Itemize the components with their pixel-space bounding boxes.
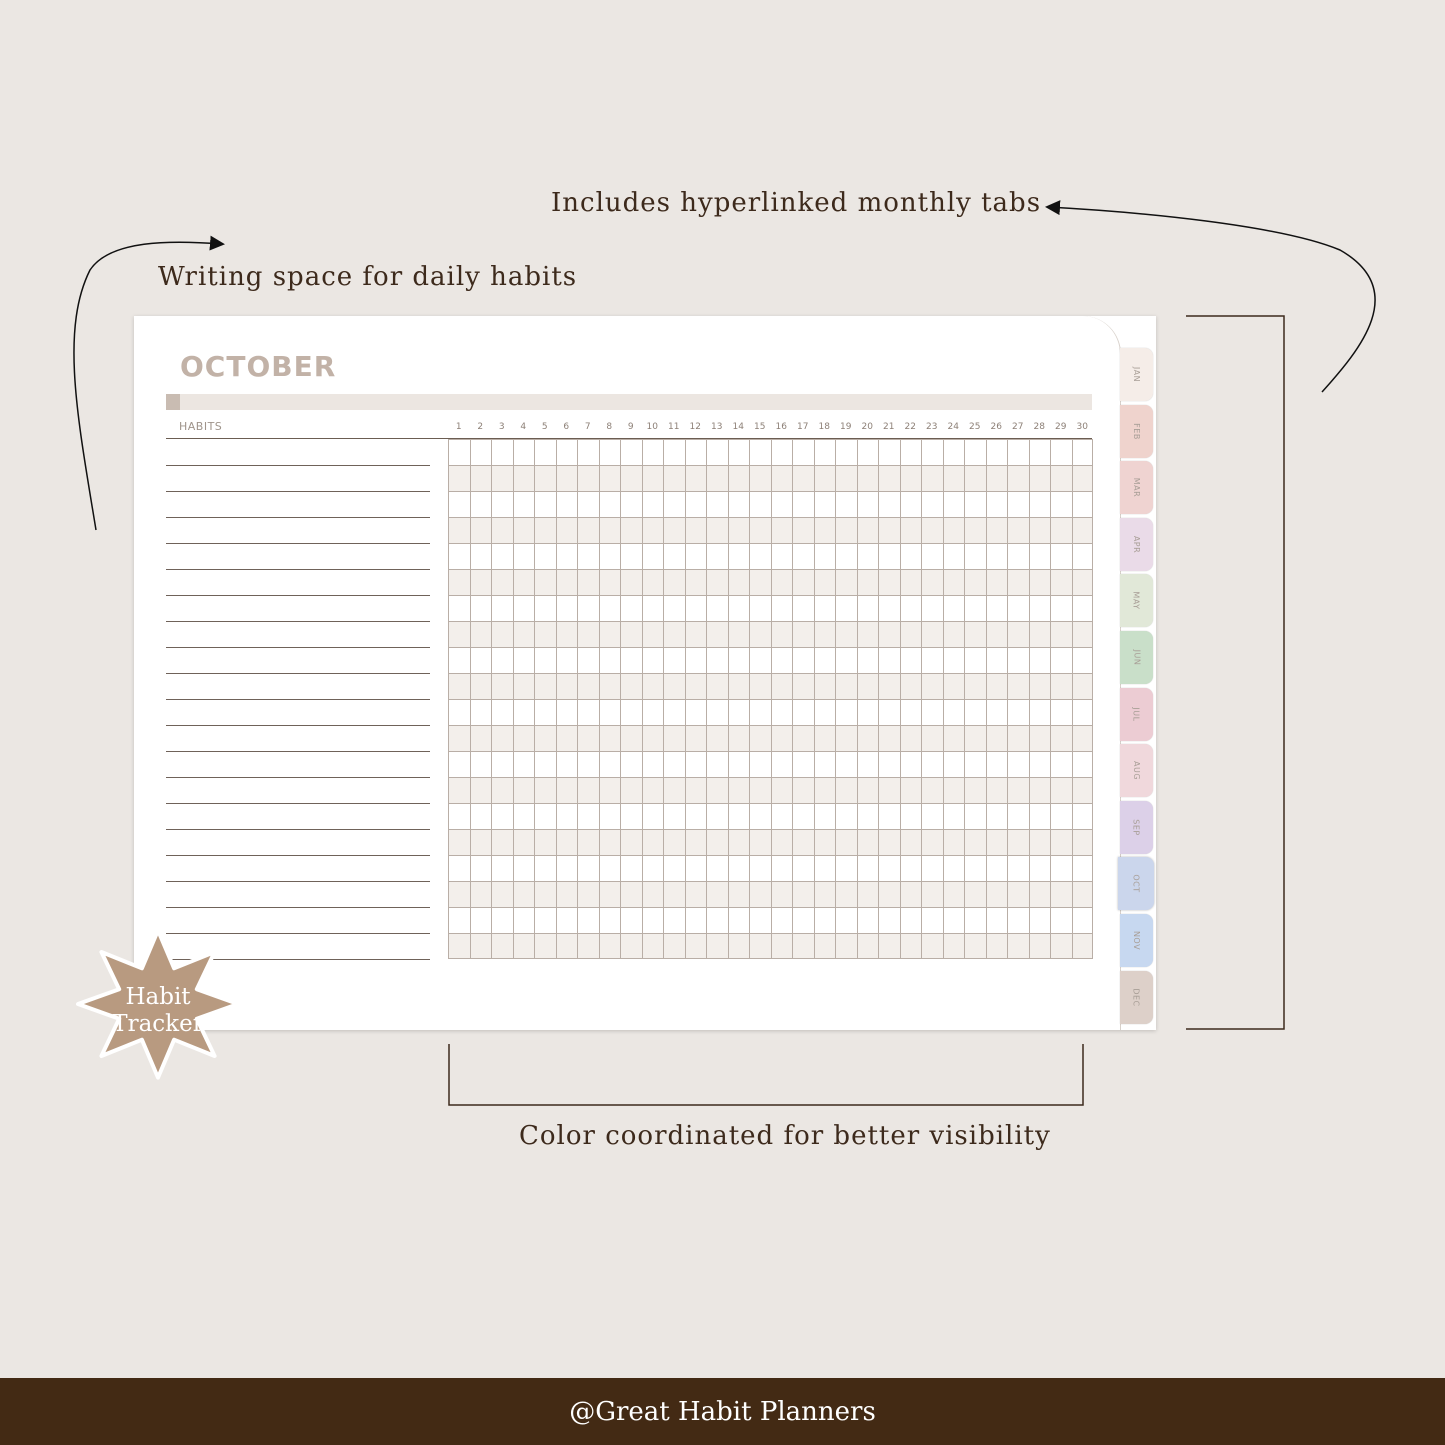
tab-label: APR — [1131, 535, 1141, 553]
tab-label: JUL — [1131, 707, 1141, 722]
tab-label: NOV — [1132, 930, 1141, 951]
day-label: 30 — [1076, 422, 1088, 432]
callout-daily-habits: Writing space for daily habits — [158, 262, 578, 292]
day-label: 6 — [563, 422, 570, 432]
arrow-to-tabs-callout — [1048, 207, 1375, 392]
day-label: 28 — [1033, 422, 1045, 432]
tab-label: FEB — [1132, 422, 1141, 440]
callout-monthly-tabs: Includes hyperlinked monthly tabs — [551, 188, 1042, 218]
day-label: 8 — [606, 422, 613, 432]
day-label: 23 — [926, 422, 938, 432]
day-label: 22 — [904, 422, 916, 432]
day-label: 4 — [520, 422, 527, 432]
day-label: 16 — [775, 422, 787, 432]
day-label: 2 — [477, 422, 484, 432]
day-label: 12 — [689, 422, 701, 432]
tabs-bracket — [1186, 316, 1284, 1029]
day-label: 25 — [969, 422, 981, 432]
badge-line-1: Habit — [125, 984, 191, 1010]
footer-bar — [0, 1378, 1445, 1445]
day-label: 11 — [668, 422, 680, 432]
day-label: 5 — [541, 422, 548, 432]
month-title: OCTOBER — [180, 350, 337, 383]
callout-color-coordinated: Color coordinated for better visibility — [519, 1121, 1051, 1151]
day-label: 21 — [883, 422, 895, 432]
habits-column-header: HABITS — [179, 420, 223, 433]
arrow-to-habits-callout — [74, 242, 222, 530]
tab-label: SEP — [1132, 819, 1141, 836]
tab-label: AUG — [1132, 761, 1141, 781]
day-label: 26 — [990, 422, 1002, 432]
day-label: 9 — [627, 422, 634, 432]
tab-label: DEC — [1132, 987, 1141, 1007]
day-label: 24 — [947, 422, 959, 432]
day-label: 19 — [840, 422, 852, 432]
day-label: 18 — [818, 422, 830, 432]
day-label: 10 — [646, 422, 658, 432]
day-label: 17 — [797, 422, 809, 432]
tab-label: MAR — [1132, 477, 1141, 498]
tab-label: JUN — [1131, 649, 1141, 666]
day-label: 29 — [1055, 422, 1067, 432]
tab-label: JAN — [1132, 366, 1141, 383]
tab-label: OCT — [1131, 874, 1141, 894]
day-label: 14 — [732, 422, 744, 432]
habit-tracker-badge — [62, 920, 254, 1088]
day-label: 27 — [1012, 422, 1024, 432]
badge-line-2: Tracker — [112, 1011, 204, 1037]
day-label: 1 — [455, 422, 462, 432]
grid-bracket — [449, 1044, 1083, 1105]
day-label: 13 — [711, 422, 723, 432]
footer-brand: @Great Habit Planners — [569, 1396, 876, 1427]
day-label: 15 — [754, 422, 766, 432]
tab-label: MAY — [1131, 591, 1141, 610]
day-label: 7 — [584, 422, 591, 432]
day-label: 3 — [498, 422, 505, 432]
day-label: 20 — [861, 422, 873, 432]
